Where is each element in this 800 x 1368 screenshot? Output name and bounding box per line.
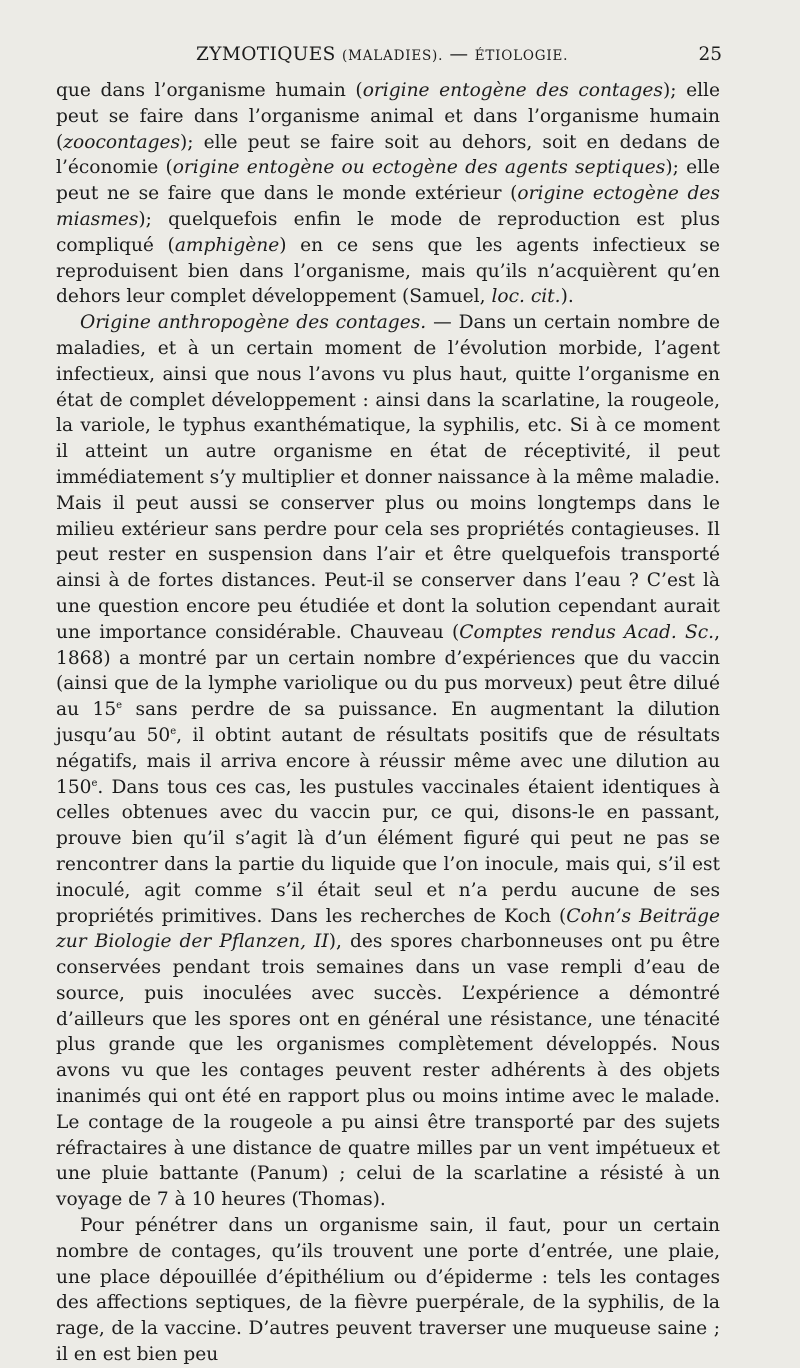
italic-text: loc. cit. bbox=[491, 286, 561, 308]
running-head-dash: — bbox=[449, 44, 469, 65]
text-run: ) en ce sens que les agents infectieux se reproduisent bien dans l’organisme, mais qu’ils n’acquièrent qu’en dehors leur complet développement (Samuel, bbox=[56, 234, 720, 308]
text-run: sans perdre de sa puissance. En augmentant la dilution jusqu’au 50 bbox=[56, 699, 720, 746]
page-number: 25 bbox=[698, 44, 722, 65]
italic-text: Cohn’s Beiträge zur Biologie der Pflanzen, II bbox=[56, 905, 720, 953]
running-head-section: ÉTIOLOGIE. bbox=[474, 48, 569, 64]
text-run: que dans l’organisme humain ( bbox=[56, 80, 363, 101]
text-run: Pour pénétrer dans un organisme sain, il faut, pour un certain nombre de contages, qu’ils trouvent une porte d’entrée, une plaie, une place dépouillée d’épithélium ou d’épiderme : tels les contages des affections septiques, de la fièvre puerpérale, de la syphilis, de la rage, de la vaccine. D’autres peuvent traverser une muqueuse saine ; il en est bien peu bbox=[56, 1215, 720, 1366]
paragraph bbox=[56, 310, 720, 1213]
running-head-main: ZYMOTIQUES bbox=[196, 44, 336, 65]
italic-text: zoocontages bbox=[63, 131, 181, 153]
text-run: , 1868) a montré par un certain nombre d’expériences que du vaccin (ainsi que de la lymphe variolique ou du pus morveux) peut être dilué au 15 bbox=[56, 621, 720, 721]
running-head bbox=[196, 44, 720, 78]
text-run: ); quelquefois enfin le mode de reproduction est plus compliqué ( bbox=[56, 208, 720, 256]
body-text bbox=[56, 78, 720, 1368]
italic-text: origine entogène ou ectogène des agents septiques bbox=[172, 157, 666, 179]
italic-text: origine entogène des contages bbox=[362, 80, 663, 101]
italic-text: origine ectogène des miasmes bbox=[56, 183, 720, 230]
text-run: . Dans tous ces cas, les pustules vaccinales étaient identiques à celles obtenues avec du vaccin pur, ce qui, disons-le en passant, prouve bien qu’il s’agit là d’un élément figuré qui peut ne pas se rencontrer dans la partie du liquide que l’on inocule, mais qui, s’il est inoculé, agit comme s’il était seul et n’a perdu aucune de ses propriétés primitives. Dans les recherches de Koch ( bbox=[56, 776, 720, 927]
running-head-title bbox=[196, 44, 568, 65]
text-run: ); elle peut se faire dans l’organisme animal et dans l’organisme humain ( bbox=[56, 80, 720, 153]
text-run: — Dans un certain nombre de maladies, et à un certain moment de l’évolution morbide, l’agent infectieux, ainsi que nous l’avons vu plus haut, quitte l’organisme en état de complet développement : ainsi dans la scarlatine, la rougeole, la variole, le typhus exanthématique, la syphilis, etc. Si à ce moment il atteint un autre organisme en état de réceptivité, il peut immédiatement s’y multiplier et donner naissance à la même maladie. Mais il peut aussi se conserver plus ou moins longtemps dans le milieu extérieur sans perdre pour cela ses propriétés contagieuses. Il peut rester en suspension dans l’air et être quelquefois transporté ainsi à de fortes distances. Peut-il se conserver dans l’eau ? C’est là une question encore peu étudiée et dont la solution cependant aurait une importance considérable. Chauveau ( bbox=[56, 312, 720, 643]
superscript: e bbox=[170, 725, 177, 737]
italic-text: amphigène bbox=[174, 234, 280, 256]
superscript: e bbox=[91, 777, 98, 789]
paragraph bbox=[56, 78, 720, 310]
text-run: ). bbox=[560, 286, 574, 308]
superscript: e bbox=[116, 699, 123, 711]
text-run: , il obtint autant de résultats positifs que de résultats négatifs, mais il arriva encore à réussir même avec une dilution au 150 bbox=[56, 724, 720, 798]
italic-text: Comptes rendus Acad. Sc. bbox=[459, 621, 715, 643]
text-run: ), des spores charbonneuses ont pu être conservées pendant trois semaines dans un vase rempli d’eau de source, puis inoculées avec succès. L’expérience a démontré d’ailleurs que les spores ont en général une résistance, une ténacité plus grande que les organismes complètement développés. Nous avons vu que les contages peuvent rester adhérents à des objets inanimés qui ont été en rapport plus ou moins intime avec le malade. Le contage de la rougeole a pu ainsi être transporté par des sujets réfractaires à une distance de quatre milles par un vent impétueux et une pluie battante (Panum) ; celui de la scarlatine a résisté à un voyage de 7 à 10 heures (Thomas). bbox=[56, 931, 721, 1211]
text-run: ); elle peut ne se faire que dans le monde extérieur ( bbox=[56, 157, 720, 205]
paragraph bbox=[56, 1213, 720, 1368]
running-head-paren: (MALADIES). bbox=[342, 48, 444, 64]
text-run: ); elle peut se faire soit au dehors, soit en dedans de l’économie ( bbox=[56, 131, 720, 179]
italic-text: Origine anthropogène des contages. bbox=[80, 312, 427, 334]
